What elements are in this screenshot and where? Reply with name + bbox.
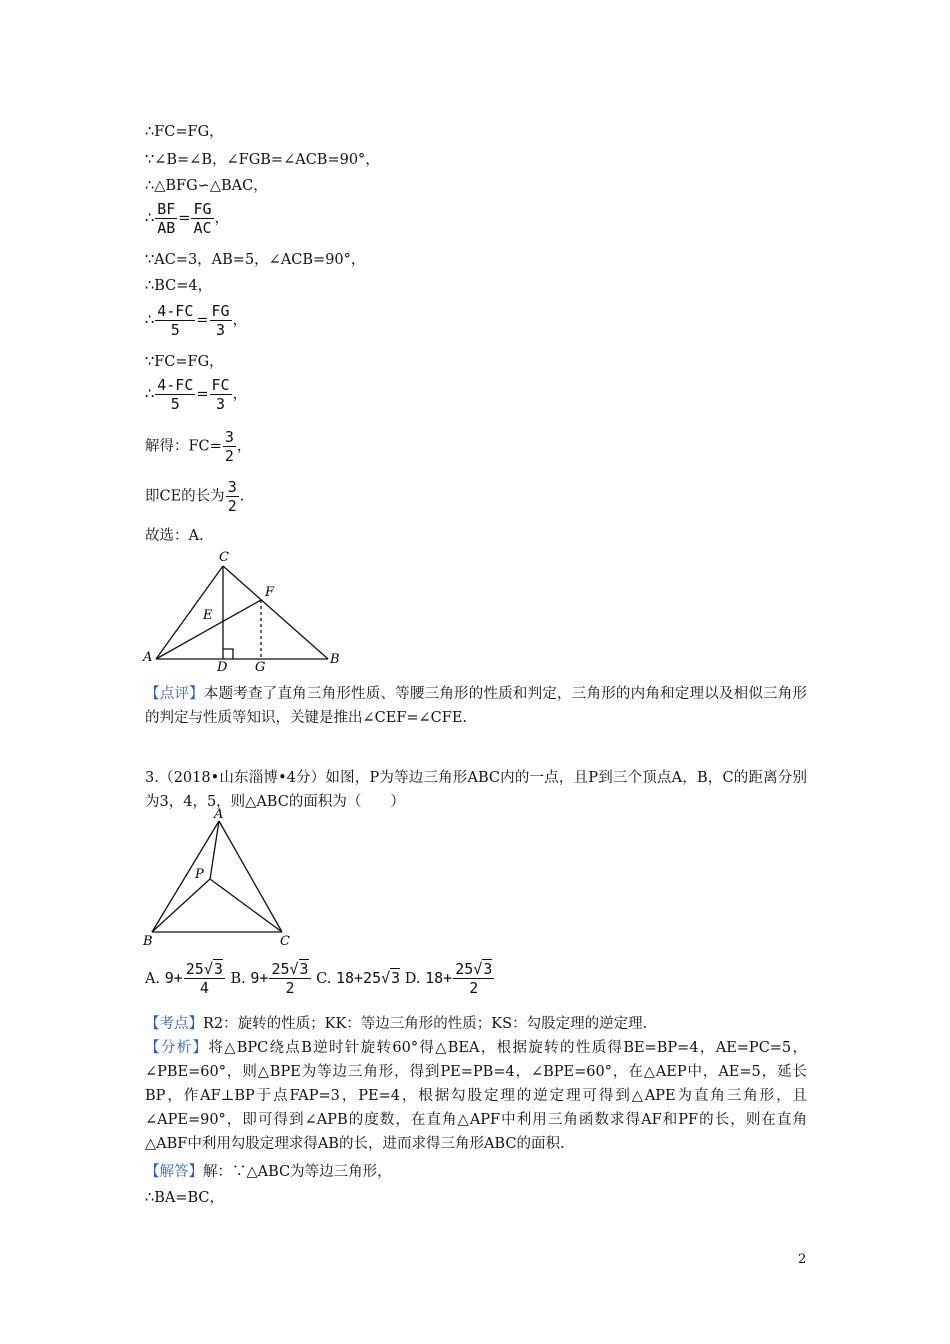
- step-angle-b: ∵∠B=∠B，∠FGB=∠ACB=90°，: [145, 152, 380, 168]
- triangle-figure-1: [140, 546, 350, 671]
- step-ratio-3: ∴ $\frac{4-FC}{5}$ = $\frac{FC}{3}$ ，: [145, 376, 248, 413]
- kaodian-section: 【考点】R2：旋转的性质；KK：等边三角形的性质；KS：勾股定理的逆定理.: [145, 1016, 648, 1032]
- comment-section: 【点评】本题考查了直角三角形性质、等腰三角形的性质和判定，三角形的内角和定理以及相似三角形的判定与性质等知识，关键是推出∠CEF=∠CFE.: [145, 686, 808, 726]
- label-e: E: [203, 608, 213, 623]
- label-a-2: A: [214, 807, 224, 822]
- segment-ab-2: [152, 821, 219, 932]
- label-f: F: [265, 585, 275, 600]
- step-similar: ∴△BFG∽△BAC，: [145, 178, 268, 194]
- comment-tag: 【点评】: [145, 686, 204, 702]
- option-c[interactable]: C. 18+25√3: [316, 968, 401, 987]
- label-b: B: [330, 652, 340, 667]
- fraction-4-fc-5: $\frac{4-FC}{5}$: [157, 302, 194, 339]
- label-c: C: [219, 550, 229, 565]
- jieda-tag: 【解答】: [145, 1164, 203, 1180]
- step-given: ∵AC=3，AB=5，∠ACB=90°，: [145, 252, 366, 268]
- jieda-last-line: ∴BA=BC，: [145, 1190, 225, 1206]
- step-fc-eq-fg: ∴FC=FG，: [145, 124, 224, 140]
- segment-pc: [210, 879, 282, 932]
- fraction-fg-3: $\frac{FG}{3}$: [211, 302, 230, 339]
- segment-pb: [152, 879, 210, 932]
- fraction-4-fc-5b: $\frac{4-FC}{5}$: [157, 376, 194, 413]
- label-g: G: [255, 660, 266, 671]
- kaodian-tag: 【考点】: [145, 1016, 203, 1032]
- fraction-fc-3: $\frac{FC}{3}$: [211, 376, 230, 413]
- step-ratio-2: ∴ $\frac{4-FC}{5}$ = $\frac{FG}{3}$ ，: [145, 302, 248, 339]
- label-a: A: [143, 650, 153, 665]
- option-b[interactable]: B. 9+ $\frac{25√3}{2}$: [230, 960, 309, 997]
- segment-ac-2: [219, 821, 282, 932]
- answer-choice: 故选：A.: [145, 528, 204, 544]
- equilateral-triangle-figure: [140, 806, 300, 951]
- fenxi-tag: 【分析】: [145, 1040, 209, 1056]
- step-solve: 解得：FC= $\frac{3}{2}$ ，: [145, 428, 252, 465]
- jieda-section: 【解答】解：∵△ABC为等边三角形，: [145, 1164, 392, 1180]
- segment-ac: [156, 566, 223, 659]
- page-number: 2: [798, 1252, 807, 1267]
- fraction-3-2b: $\frac{3}{2}$: [227, 478, 237, 515]
- step-bc: ∴BC=4，: [145, 278, 213, 294]
- step-fc-fg-again: ∵FC=FG，: [145, 354, 224, 370]
- question-3-stem: 3.（2018•山东淄博•4分）如图，P为等边三角形ABC内的一点，且P到三个顶点A，B，C的距离分别为3，4，5，则△ABC的面积为（ ）: [145, 770, 807, 810]
- right-angle-mark: [223, 649, 233, 659]
- option-a[interactable]: A. 9+ $\frac{25√3}{4}$: [145, 960, 223, 997]
- label-b-2: B: [143, 934, 153, 949]
- fraction-bf-ab: $\frac{BF}{AB}$: [157, 200, 176, 237]
- step-ce-length: 即CE的长为 $\frac{3}{2}$ .: [145, 478, 245, 515]
- fenxi-section: 【分析】将△BPC绕点B逆时针旋转60°得△BEA，根据旋转的性质得BE=BP=4，AE=PC=5，∠PBE=60°，则△BPE为等边三角形，得到PE=PB=4，∠BPE=60°，在△AEP中，AE=5，延长BP，作AF⊥BP于点FAP=3，PE=4，根据勾股定理的逆定理可得到△APE为直角三角形，且∠APE=90°，即可得到∠APB的度数，在直角△APF中利用三角函数求得AF和PF的长，则在直角△ABF中利用勾股定理求得AB的长，进而求得三角形ABC的面积.: [145, 1040, 808, 1152]
- fraction-3-2: $\frac{3}{2}$: [224, 428, 234, 465]
- answer-options: [145, 960, 495, 997]
- label-d: D: [217, 660, 228, 671]
- option-d[interactable]: D. 18+ $\frac{25√3}{2}$: [404, 960, 493, 997]
- step-ratio-1: ∴ $\frac{BF}{AB}$ = $\frac{FG}{AC}$ ，: [145, 200, 230, 237]
- label-p: P: [195, 867, 204, 882]
- fraction-fg-ac: $\frac{FG}{AC}$: [193, 200, 212, 237]
- label-c-2: C: [280, 934, 290, 949]
